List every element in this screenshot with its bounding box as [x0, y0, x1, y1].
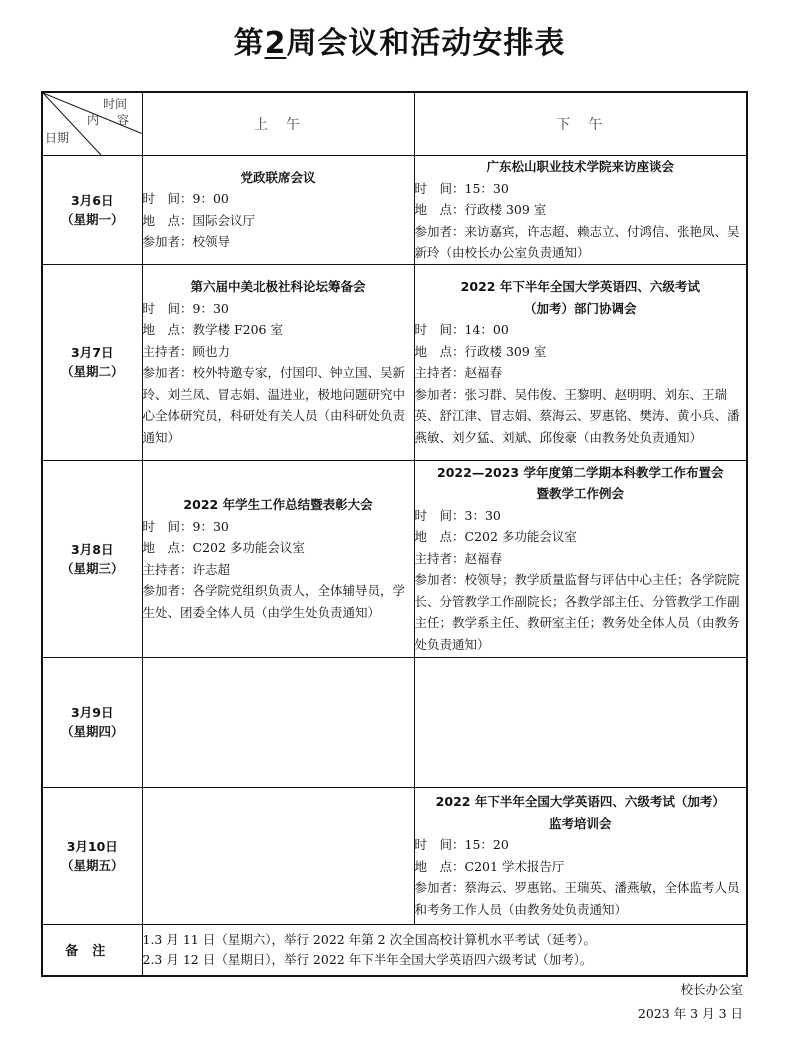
weekday-label: （星期三）: [60, 560, 124, 576]
schedule-row-3: [42, 460, 747, 657]
note-line-1: 1.3 月 11 日（星期六），举行 2022 年第 2 次全国高校计算机水平考试（延考）。: [142, 931, 596, 947]
diag-label-date: 日期: [45, 131, 70, 145]
date-cell: [42, 264, 142, 460]
event-location: 地 点：行政楼 309 室: [414, 202, 547, 217]
event-title: 党政联席会议: [240, 169, 316, 185]
notes-row: [42, 924, 747, 976]
weekday-label: （星期一）: [60, 211, 124, 227]
event-participants: 参加者：蔡海云、罗惠铭、王瑞英、潘燕敏，全体监考人员和考务工作人员（由教务处负责通知）: [414, 880, 740, 917]
event-time: 时 间：3：30: [414, 507, 501, 523]
title-week-number: 2: [264, 26, 287, 61]
date-cell: [42, 657, 142, 787]
am-event-cell-empty: [142, 787, 414, 924]
event-title-line-2: 监考培训会: [548, 815, 612, 831]
event-title-line-2: （加考）部门协调会: [523, 300, 637, 316]
date-label: 3月8日: [71, 541, 114, 557]
schedule-row-2: [42, 264, 747, 460]
title-prefix: 第: [233, 26, 265, 61]
event-location: 地 点：国际会议厅: [142, 212, 256, 228]
am-event-cell-empty: [142, 657, 414, 787]
page-title: [0, 18, 799, 62]
event-time: 时 间：9：00: [142, 191, 229, 207]
event-title: 2022 年下半年全国大学英语四、六级考试（加考）: [435, 794, 725, 809]
pm-event-cell: [414, 264, 747, 460]
event-participants: 参加者：校领导: [142, 234, 231, 250]
date-cell: [42, 787, 142, 924]
title-suffix: 周会议和活动安排表: [286, 26, 566, 61]
event-host: 主持者：赵福春: [414, 365, 503, 380]
event-title: 2022 年下半年全国大学英语四、六级考试: [460, 279, 700, 294]
column-header-am: 上 午: [142, 92, 414, 156]
note-line-2: 2.3 月 12 日（星期日），举行 2022 年下半年全国大学英语四六级考试（加考）。: [142, 951, 593, 967]
date-cell: [42, 460, 142, 657]
schedule-row-5: [42, 787, 747, 924]
event-host: 主持者：许志超: [142, 561, 231, 577]
am-event-cell: [142, 264, 414, 460]
date-label: 3月9日: [71, 705, 114, 720]
pm-event-cell: [414, 787, 747, 924]
weekday-label: （星期五）: [60, 857, 124, 873]
event-participants: 参加者：校外特邀专家，付国印、钟立国、吴新玲、刘兰凤、冒志娟、温进业，极地问题研究中心全体研究员，科研处有关人员（由科研处负责通知）: [142, 365, 406, 445]
event-location: 地 点：C202 多功能会议室: [142, 540, 305, 555]
date-label: 3月7日: [71, 345, 114, 360]
event-location: 地 点：C202 多功能会议室: [414, 529, 577, 545]
event-host: 主持者：顾也力: [142, 343, 231, 359]
schedule-table: [41, 91, 748, 977]
date-label: 3月10日: [66, 838, 118, 854]
pm-event-cell-empty: [414, 657, 747, 787]
event-location: 地 点：行政楼 309 室: [414, 343, 547, 359]
event-host: 主持者：赵福春: [414, 550, 503, 566]
pm-event-cell: [414, 156, 747, 265]
footer-office: 校长办公室: [680, 982, 743, 997]
event-title: 2022—2023 学年度第二学期本科教学工作布置会: [437, 464, 724, 480]
notes-cell: [142, 924, 747, 976]
event-location: 地 点：C201 学术报告厅: [414, 858, 565, 874]
am-event-cell: [142, 460, 414, 657]
header-row: [42, 92, 747, 156]
date-label: 3月6日: [71, 192, 114, 208]
event-time: 时 间：9：30: [142, 518, 229, 534]
diag-label-time: 时间: [103, 97, 128, 111]
event-time: 时 间：15：20: [414, 837, 509, 852]
notes-label: 备注: [42, 924, 142, 976]
event-participants: 参加者：校领导；教学质量监督与评估中心主任；各学院院长、分管教学工作副院长；各教学部主任、分管教学工作副主任；教学系主任、教研室主任；教务处全体人员（由教务处负责通知）: [414, 572, 740, 652]
diag-label-content: 内 容: [87, 113, 133, 127]
pm-event-cell: [414, 460, 747, 657]
diagonal-header-cell: [42, 92, 142, 156]
event-participants: 参加者：各学院党组织负责人，全体辅导员，学生处、团委全体人员（由学生处负责通知）: [142, 583, 406, 620]
weekday-label: （星期四）: [60, 724, 124, 739]
event-location: 地 点：教学楼 F206 室: [142, 322, 283, 337]
event-title: 广东松山职业技术学院来访座谈会: [486, 159, 674, 174]
event-title: 第六届中美北极社科论坛筹备会: [190, 279, 366, 294]
event-participants: 参加者：张习群、吴伟俊、王黎明、赵明明、刘东、王瑞英、舒江津、冒志娟、蔡海云、罗惠铭、樊涛、黄小兵、潘燕敏、刘夕猛、刘斌、邱俊豪（由教务处负责通知）: [414, 386, 740, 445]
event-title-line-2: 暨教学工作例会: [536, 486, 624, 502]
date-cell: [42, 156, 142, 265]
event-time: 时 间：9：30: [142, 300, 229, 316]
footer-date: 2023 年 3 月 3 日: [637, 1006, 743, 1021]
column-header-pm: 下 午: [414, 92, 747, 156]
event-title: 2022 年学生工作总结暨表彰大会: [183, 497, 373, 512]
schedule-row-1: [42, 156, 747, 265]
event-participants: 参加者：来访嘉宾，许志超、赖志立、付鸿信、张艳凤、吴新玲（由校长办公室负责通知）: [414, 223, 740, 260]
event-time: 时 间：15：30: [414, 180, 509, 196]
am-event-cell: [142, 156, 414, 265]
weekday-label: （星期二）: [60, 364, 124, 379]
schedule-row-4: [42, 657, 747, 787]
event-time: 时 间：14：00: [414, 322, 509, 337]
